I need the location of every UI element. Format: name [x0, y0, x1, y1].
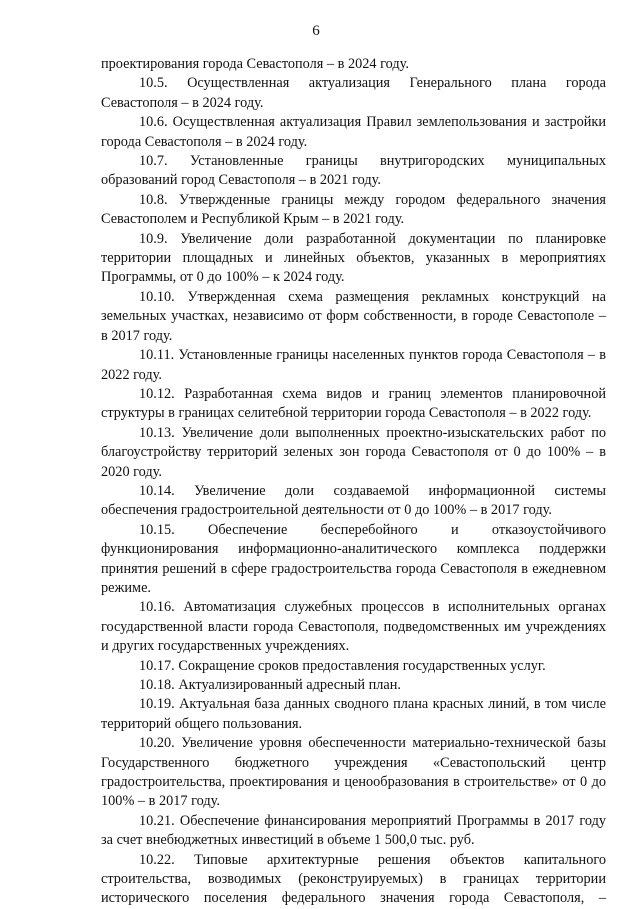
- paragraph: 10.18. Актуализированный адресный план.: [139, 677, 401, 693]
- paragraph: 10.17. Сокращение сроков предоставления государственных услуг.: [139, 657, 546, 674]
- paragraph: 10.10. Утвержденная схема размещения рекламных конструкций на земельных участках, независимо от форм собственности, в городе Севастополе – в 2017 году.: [101, 288, 606, 344]
- paragraph: 10.15. Обеспечение бесперебойного и отказоустойчивого функционирования информационно-аналитического комплекса поддержки принятия решений в сфере градостроительства города Севастополя в ежедневном режиме.: [101, 521, 606, 596]
- paragraph: 10.16. Автоматизация служебных процессов в исполнительных органах государственной власти города Севастополя, подведомственных им учреждениях и других государственных учреждениях.: [101, 599, 606, 655]
- paragraph: 10.21. Обеспечение финансирования мероприятий Программы в 2017 году за счет внебюджетных инвестиций в объеме 1 500,0 тыс. руб.: [101, 812, 606, 849]
- paragraph: 10.12. Разработанная схема видов и границ элементов планировочной структуры в границах селитебной территории города Севастополя – в 2022 году.: [101, 385, 606, 422]
- paragraph: 10.19. Актуальная база данных сводного плана красных линий, в том числе территорий общего пользования.: [101, 696, 606, 732]
- paragraph: 10.8. Утвержденные границы между городом федерального значения Севастополем и Республикой Крым – в 2021 году.: [101, 191, 606, 228]
- paragraph: 10.9. Увеличение доли разработанной документации по планировке территории площадных и линейных объектов, указанных в мероприятиях Программы, от 0 до 100% – к 2024 году.: [101, 230, 606, 286]
- paragraph: 10.13. Увеличение доли выполненных проектно-изыскательских работ по благоустройству территорий зеленых зон города Севастополя от 0 до 100% – в 2020 году.: [101, 424, 606, 480]
- paragraph: 10.20. Увеличение уровня обеспеченности материально-технической базы Государственного бюджетного учреждения «Севастопольский центр градостроительства, проектирования и ценообразования в строительстве» от 0 до 100% – в 2017 году.: [101, 735, 606, 810]
- paragraph: 10.14. Увеличение доли создаваемой информационной системы обеспечения градостроительной деятельности от 0 до 100% – в 2017 году.: [101, 482, 606, 519]
- document-body: [101, 55, 606, 909]
- paragraph: 10.6. Осуществленная актуализация Правил землепользования и застройки города Севастополя – в 2024 году.: [101, 114, 606, 150]
- paragraph: 10.22. Типовые архитектурные решения объектов капитального строительства, возводимых (реконструируемых) в границах территории исторического поселения федерального значения города Севастополя, –: [101, 851, 606, 907]
- paragraph: 10.11. Установленные границы населенных пунктов города Севастополя – в 2022 году.: [101, 347, 606, 383]
- paragraph: 10.7. Установленные границы внутригородских муниципальных образований город Севастополя – в 2021 году.: [101, 153, 606, 189]
- paragraph: 10.5. Осуществленная актуализация Генерального плана города Севастополя – в 2024 году.: [101, 75, 606, 111]
- paragraph: проектирования города Севастополя – в 2024 году.: [101, 56, 409, 72]
- page-number: 6: [312, 23, 320, 39]
